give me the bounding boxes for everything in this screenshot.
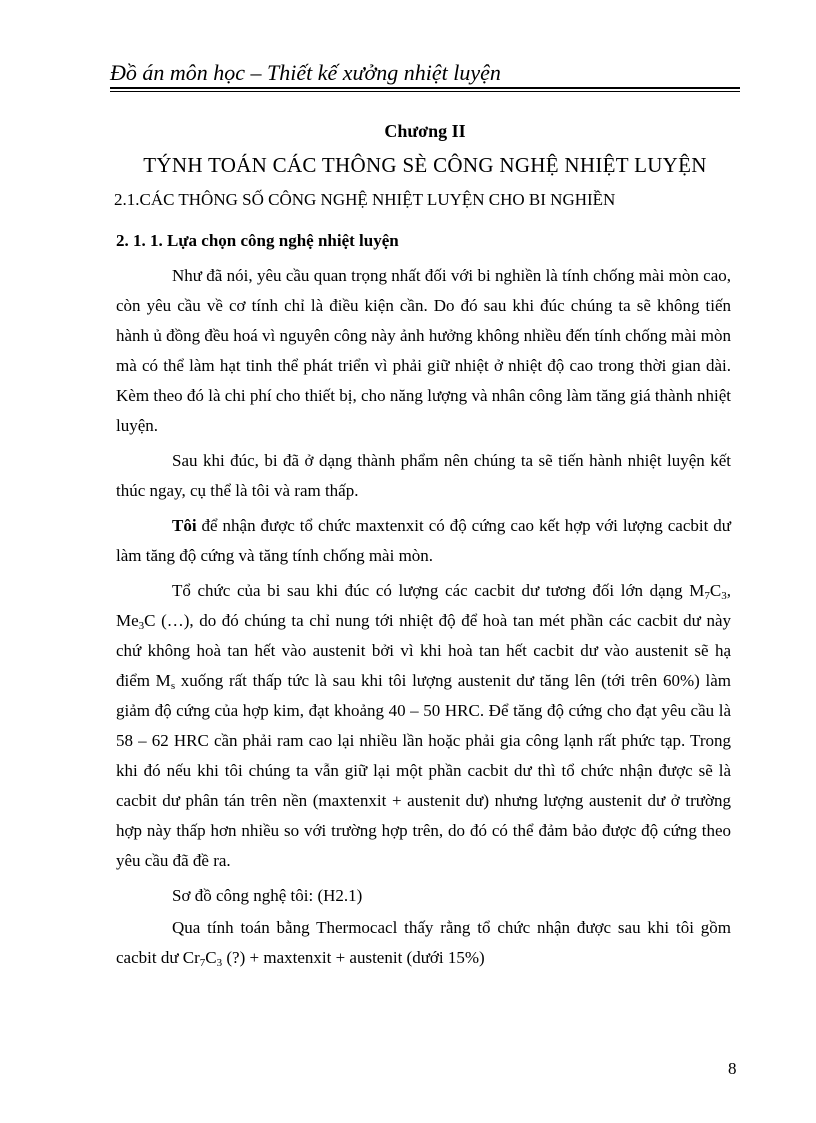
subscript: 3 [138,620,145,632]
paragraph-6 [116,913,731,973]
paragraph-3-bold: Tôi [172,516,197,535]
subscript: 3 [721,590,727,602]
paragraph-4-text: , Me [116,581,731,630]
paragraph-6-text: Qua tính toán bằng Thermocacl thấy rằng tổ chức nhận được sau khi tôi gồm cacbit dư Cr [116,918,731,967]
section-heading: 2.1.CÁC THÔNG SỐ CÔNG NGHỆ NHIỆT LUYỆN CHO BI NGHIỀN [114,190,616,209]
paragraph-4-text: C [709,581,722,600]
subsection-heading: 2. 1. 1. Lựa chọn công nghệ nhiệt luyện [116,231,399,250]
subscript: s [170,680,176,692]
paragraph-6-text: (?) + maxtenxit + austenit (dưới 15%) [222,948,485,967]
paragraph-2: Sau khi đúc, bi đã ở dạng thành phẩm nên chúng ta sẽ tiến hành nhiệt luyện kết thúc ngay, cụ thể là tôi và ram thấp. [116,451,731,500]
paragraph-3 [116,511,731,571]
paragraph-4 [116,576,731,876]
header-rule [110,87,740,92]
subscript: 3 [216,957,223,969]
header-title: Đồ án môn học – Thiết kế xưởng nhiệt luyện [110,60,501,85]
paragraph-4-text: Tổ chức của bi sau khi đúc có lượng các cacbit dư tương đối lớn dạng M [172,581,705,600]
paragraph-3-text: để nhận được tổ chức maxtenxit có độ cứng cao kết hợp với lượng cacbit dư làm tăng độ cứng và tăng tính chống mài mòn. [116,516,731,565]
page-number: 8 [728,1059,737,1078]
subscript: 7 [199,957,206,969]
page-header [110,60,740,92]
paragraph-4-text: xuống rất thấp tức là sau khi tôi lượng austenit dư tăng lên (tới trên 60%) làm giảm độ cứng của hợp kim, đạt khoảng 40 – 50 HRC. Để tăng độ cứng cho đạt yêu cầu là 58 – 62 HRC cần phải ram cao lại nhiều lần hoặc phải gia công lạnh rất phức tạp. Trong khi đó nếu khi tôi chúng ta vẫn giữ lại một phần cacbit dư thì tổ chức nhận được sẽ là cacbit dư phân tán trên nền (maxtenxit + austenit dư) nhưng lượng austenit dư ở trường hợp này thấp hơn nhiều so với trường hợp trên, do đó có thể đảm bảo được độ cứng theo yêu cầu đã đề ra. [116,671,731,870]
paragraph-1: Như đã nói, yêu cầu quan trọng nhất đối với bi nghiền là tính chống mài mòn cao, còn yêu cầu về cơ tính chỉ là điều kiện cần. Do đó sau khi đúc chúng ta sẽ không tiến hành ủ đồng đều hoá vì nguyên công này ảnh hưởng không nhiều đến tính chống mài mòn mà có thể làm hạt tinh thể phát triển vì phải giữ nhiệt ở nhiệt độ cao trong thời gian dài. Kèm theo đó là chi phí cho thiết bị, cho năng lượng và nhân công làm tăng giá thành nhiệt luyện. [116,266,731,435]
chapter-label: Chương II [384,121,466,141]
paragraph-4-text: C (…), do đó chúng ta chỉ nung tới nhiệt độ để hoà tan mét phần các cacbit dư này chứ không hoà tan hết vào austenit bởi vì khi hoà tan hết cacbit dư vào austenit sẽ hạ điểm M [116,611,731,690]
body-text [116,261,731,978]
paragraph-6-text: C [205,948,217,967]
paragraph-5: Sơ đồ công nghệ tôi: (H2.1) [172,886,363,905]
subscript: 7 [704,590,710,602]
chapter-title: TÝNH TOÁN CÁC THÔNG SÈ CÔNG NGHỆ NHIỆT LUYỆN [143,153,707,177]
